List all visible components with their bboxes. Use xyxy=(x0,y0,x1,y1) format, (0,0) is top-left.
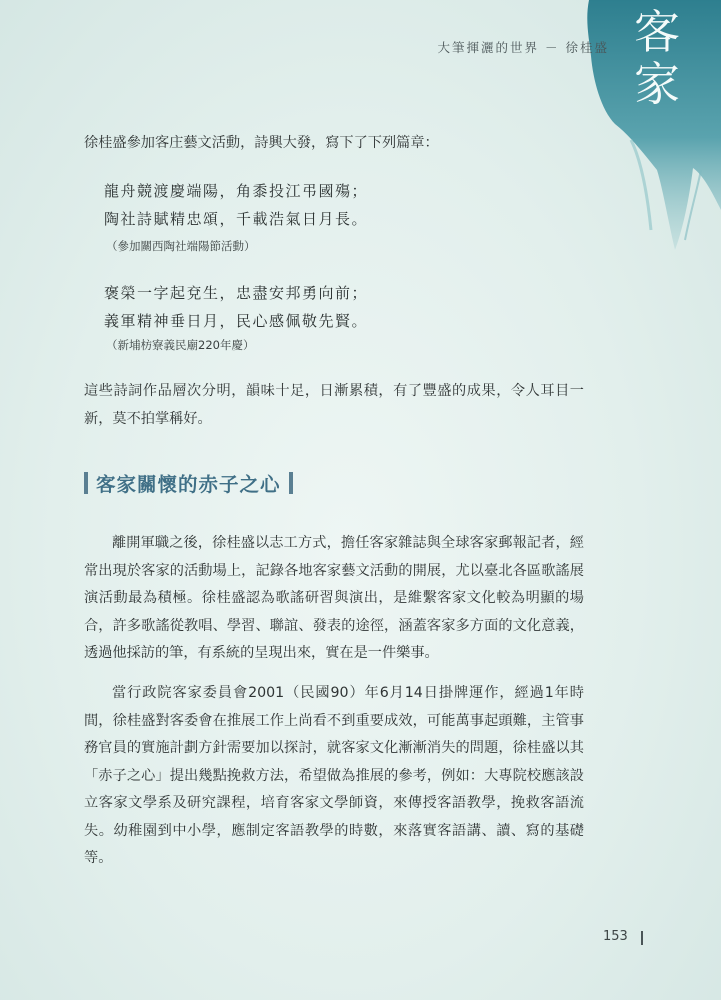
poem-1-line-1: 龍舟競渡慶端陽，角黍投江弔國殤； xyxy=(104,182,369,200)
section-title: 客家關懷的赤子之心 xyxy=(96,473,281,496)
poem-2-line-2: 義軍精神垂日月，民心感佩敬先賢。 xyxy=(104,312,369,330)
section-heading xyxy=(84,468,293,498)
poem-1-line-2: 陶社詩賦精忠頌，千載浩氣日月長。 xyxy=(104,210,369,228)
poem-2-line-1: 褒榮一字起兗生，忠盡安邦勇向前； xyxy=(104,284,369,302)
section-tab-title: 客家 xyxy=(634,5,680,111)
body-paragraph-2: 當行政院客家委員會2001（民國90）年6月14日掛牌運作，經過1年時間，徐桂盛對客委會在推展工作上尚看不到重要成效，可能萬事起頭難，主管事務官員的實施計劃方針需要加以探討，就客家文化漸漸消失的問題，徐桂盛以其「赤子之心」提出幾點挽救方法，希望做為推展的參考，例如：大專院校應該設立客家文學系及研究課程，培育客家文學師資，來傳授客語教學，挽救客語流失。幼稚園到中小學，應制定客語教學的時數，來落實客語講、讀、寫的基礎等。 xyxy=(84,685,584,866)
heading-bar-left xyxy=(84,472,88,494)
poem-1-note: （參加關西陶社端陽節活動） xyxy=(106,239,256,253)
heading-bar-right xyxy=(289,472,293,494)
running-title: 大筆揮灑的世界 － 徐桂盛 xyxy=(437,40,609,55)
page-number: 153 xyxy=(603,929,628,944)
page-number-divider xyxy=(641,931,643,945)
body-paragraph-1: 離開軍職之後，徐桂盛以志工方式，擔任客家雜誌與全球客家郵報記者，經常出現於客家的活動場上，記錄各地客家藝文活動的開展，尤以臺北各區歌謠展演活動最為積極。徐桂盛認為歌謠研習與演出，是維繫客家文化較為明顯的場合，許多歌謠從教唱、學習、聯誼、發表的途徑，涵蓋客家多方面的文化意義，透過他採訪的筆，有系統的呈現出來，實在是一件樂事。 xyxy=(84,535,584,661)
poem-2-note: （新埔枋寮義民廟220年慶） xyxy=(106,338,255,352)
intro-paragraph: 徐桂盛參加客庄藝文活動，詩興大發，寫下了下列篇章： xyxy=(84,135,439,151)
summary-paragraph: 這些詩詞作品層次分明，韻味十足，日漸累積，有了豐盛的成果，令人耳目一新，莫不拍掌稱好。 xyxy=(84,383,584,427)
